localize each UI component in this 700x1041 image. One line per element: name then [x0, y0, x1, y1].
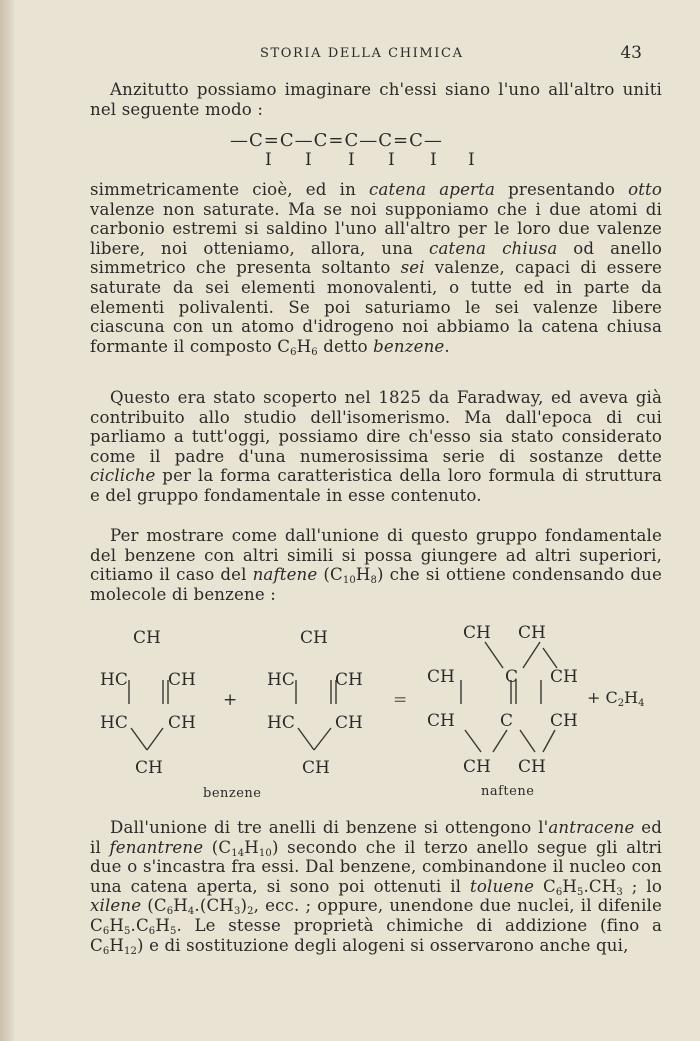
italic-term: antracene	[548, 818, 635, 837]
benzene-2-right-lower-atom: CH	[335, 713, 363, 733]
chain-bond: I	[265, 150, 272, 170]
benzene-2-left-lower-atom: HC	[267, 713, 295, 733]
subscript: 3	[233, 906, 241, 918]
italic-term: catena aperta	[369, 180, 495, 199]
plus-sign: +	[223, 690, 238, 710]
subscript: 6	[166, 906, 174, 918]
text-run: ; lo	[622, 876, 663, 896]
benzene-1-bottom-atom: CH	[135, 758, 163, 778]
bond-line	[131, 728, 147, 750]
bond-line	[520, 730, 535, 752]
text-run: Dall'unione di tre anelli di benzene si ottengono l'	[110, 818, 549, 837]
text-run: . Le stesse proprietà chimiche di addizione (fino a C	[90, 915, 662, 955]
naftene-right-upper-atom: CH	[550, 667, 578, 687]
chain-bond: I	[348, 150, 355, 170]
subscript: 4	[187, 906, 195, 918]
text-run: H	[155, 915, 170, 935]
benzene-1-right-lower-atom: CH	[168, 713, 196, 733]
text-run: ) che si ottiene condensando due molecole di benzene :	[90, 565, 662, 604]
equals-sign: =	[393, 690, 408, 710]
benzene-caption: benzene	[203, 786, 262, 801]
naftene-caption: naftene	[481, 784, 535, 799]
paragraph-1	[90, 80, 662, 119]
text-run: H	[109, 915, 124, 935]
benzene-1-left-upper-atom: HC	[100, 670, 128, 690]
text-run: .CH	[583, 876, 617, 896]
benzene-1-right-upper-atom: CH	[168, 670, 196, 690]
bond-line	[485, 642, 503, 668]
text-run: detto	[317, 336, 374, 356]
text-run: H	[296, 336, 312, 356]
italic-term: otto	[628, 180, 663, 199]
text-run: (C	[203, 837, 232, 857]
chain-bond: I	[468, 150, 475, 170]
plus-sign: +	[587, 688, 601, 707]
bond-line	[543, 648, 557, 668]
subscript: 6	[555, 886, 563, 898]
bond-line	[298, 728, 314, 750]
text-run: valenze non saturate. Ma se noi supponiamo che i due atomi di carbonio estremi si saldino l'uno all'altro per le loro due valenze libere, noi otteniamo, allora, una	[90, 199, 662, 258]
benzene-2-top-atom: CH	[300, 628, 328, 648]
bond-line	[543, 730, 555, 752]
naftene-top-left-atom: CH	[463, 623, 491, 643]
text-run: simmetricamente cioè, ed in	[90, 180, 370, 199]
naftene-left-lower-atom: CH	[427, 711, 455, 731]
bond-line	[493, 730, 507, 752]
subscript: 3	[616, 886, 623, 898]
running-title: STORIA DELLA CHIMICA	[260, 46, 464, 61]
subscript: 5	[576, 886, 584, 898]
naftene-bottom-left-atom: CH	[463, 757, 491, 777]
subscript: 4	[638, 698, 645, 709]
paragraph-2	[90, 180, 662, 356]
subscript: 6	[311, 346, 318, 358]
benzene-1-top-atom: CH	[133, 628, 161, 648]
text-run: valenze, capaci di essere saturate da sei elementi monovalenti, o tutte ed in parte da elementi polivalenti. Se poi saturiamo le sei valenze libere ciascuna con un atomo d'idrogeno noi abbiamo la catena chiusa formante il composto C	[90, 258, 662, 356]
text-run: , ecc. ; oppure, unendone due nuclei, il difenile C	[90, 896, 662, 935]
text-run: C	[605, 688, 618, 707]
italic-term: fenantrene	[109, 837, 204, 857]
text-run: H	[173, 896, 188, 916]
text-run: ) e di sostituzione degli alogeni si osservarono anche qui,	[137, 935, 629, 955]
benzene-1-left-lower-atom: HC	[100, 713, 128, 733]
italic-term: xilene	[90, 896, 142, 916]
text-run: ed il	[90, 818, 662, 857]
text-run: ) secondo che il terzo anello segue gli altri due o s'incastra fra essi. Dal benzene, combinandone il nucleo con una catena aperta, si sono poi ottenuti il	[90, 837, 662, 896]
page-number: 43	[620, 43, 642, 63]
subscript: 5	[124, 925, 131, 937]
subscript: 10	[258, 847, 272, 859]
naphthalene-formation-diagram	[95, 620, 665, 810]
subscript: 6	[290, 346, 297, 358]
italic-term: naftene	[252, 565, 318, 585]
text-run: presentando	[495, 180, 629, 199]
text-run: H	[109, 935, 124, 955]
naftene-top-right-atom: CH	[518, 623, 546, 643]
paragraph-5-text	[90, 818, 662, 955]
text-run: )	[240, 896, 248, 916]
bond-line	[523, 642, 540, 668]
text-run: per la forma caratteristica della loro formula di struttura e del gruppo fondamentale in esse contenuto.	[90, 466, 662, 505]
paragraph-1-text: Anzitutto possiamo imaginare ch'essi siano l'uno all'altro uniti nel seguente modo :	[90, 80, 662, 119]
text-run: (C	[141, 896, 167, 916]
benzene-2-right-upper-atom: CH	[335, 670, 363, 690]
chain-bond: I	[388, 150, 395, 170]
paragraph-3	[90, 388, 662, 506]
ethylene-byproduct	[587, 688, 644, 707]
subscript: 10	[342, 575, 356, 587]
naftene-left-upper-atom: CH	[427, 667, 455, 687]
text-run: (C	[317, 565, 343, 585]
italic-term: benzene	[373, 336, 445, 356]
bond-line	[147, 728, 163, 750]
italic-term: catena chiusa	[429, 238, 558, 258]
naftene-bottom-right-atom: CH	[518, 757, 546, 777]
running-header	[90, 44, 660, 68]
text-run: C	[534, 876, 556, 896]
chain-bond: I	[305, 150, 312, 170]
paragraph-4-text	[90, 526, 662, 604]
text-run: Questo era stato scoperto nel 1825 da Faradway, ed aveva già contribuito allo studio dell'isomerismo. Ma dall'epoca di cui parliamo a tutt'oggi, possiamo dire ch'esso sia stato considerato come il padre d'una numerosissima serie di sostanze dette	[90, 388, 662, 466]
text-run: H	[355, 565, 371, 585]
naftene-center-lower-atom: C	[500, 711, 514, 731]
bond-line	[465, 730, 481, 752]
text-run: H	[244, 837, 259, 857]
naftene-center-upper-atom: C	[505, 667, 519, 687]
bond-line	[314, 728, 331, 750]
text-run: od anello simmetrico che presenta soltanto	[90, 238, 663, 278]
paragraph-3-text	[90, 388, 662, 506]
text-run: .C	[130, 915, 149, 935]
paragraph-5	[90, 818, 662, 955]
carbon-chain-formula	[230, 128, 530, 170]
naftene-right-lower-atom: CH	[550, 711, 578, 731]
subscript: 8	[370, 575, 378, 587]
subscript: 6	[102, 925, 110, 937]
text-run: .(CH	[194, 896, 234, 916]
text-run: .	[444, 336, 450, 356]
italic-term: toluene	[470, 876, 535, 896]
subscript: 2	[617, 698, 625, 709]
italic-term: sei	[400, 258, 425, 278]
text-run: H	[562, 876, 577, 896]
paragraph-4	[90, 526, 662, 604]
subscript: 5	[169, 925, 177, 937]
text-run: H	[624, 688, 639, 707]
subscript: 12	[124, 945, 138, 957]
paragraph-2-text	[90, 180, 662, 356]
subscript: 6	[102, 945, 110, 957]
benzene-2-bottom-atom: CH	[302, 758, 330, 778]
chain-bond: I	[430, 150, 437, 170]
subscript: 6	[148, 925, 156, 937]
text-run: Per mostrare come dall'unione di questo gruppo fondamentale del benzene con altri simili si possa giungere ad altri superiori, citiamo il caso del	[90, 526, 662, 585]
italic-term: cicliche	[90, 466, 156, 486]
subscript: 2	[247, 906, 254, 918]
carbon-chain-line: —C=C—C=C—C=C—	[230, 130, 443, 151]
subscript: 14	[231, 847, 245, 859]
benzene-2-left-upper-atom: HC	[267, 670, 295, 690]
page-edge	[0, 0, 14, 1041]
